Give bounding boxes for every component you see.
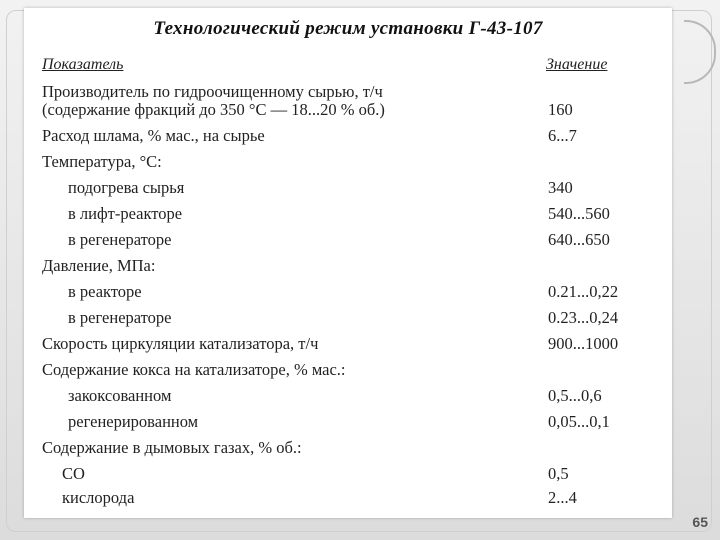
row-value: 6...7 (548, 126, 577, 145)
row-label: в реакторе (68, 282, 142, 301)
row-label: CO (62, 464, 85, 483)
row-value: 0.21...0,22 (548, 282, 619, 301)
row-value: 640...650 (548, 230, 610, 249)
row-value: 2...4 (548, 488, 577, 507)
row-label: подогрева сырья (68, 178, 185, 197)
row-label: Расход шлама, % мас., на сырье (42, 126, 265, 145)
row-value: 340 (548, 178, 573, 197)
document-title: Технологический режим установки Г-43-107 (153, 18, 543, 39)
row-label: Температура, °С: (42, 152, 162, 171)
row-label: в регенераторе (68, 308, 172, 327)
row-label: (содержание фракций до 350 °С — 18...20 % об.) (42, 100, 385, 119)
row-label: Производитель по гидроочищенному сырью, т/ч (42, 82, 383, 101)
row-label: Содержание кокса на катализаторе, % мас.: (42, 360, 346, 379)
row-label: закоксованном (68, 386, 172, 405)
row-label: в лифт-реакторе (68, 204, 183, 223)
row-value: 900...1000 (548, 334, 619, 353)
row-label: Содержание в дымовых газах, % об.: (42, 438, 302, 457)
row-value: 0.23...0,24 (548, 308, 619, 327)
row-label: регенерированном (68, 412, 199, 431)
row-label: кислорода (62, 488, 135, 507)
row-value: 0,5...0,6 (548, 386, 602, 405)
row-value: 0,05...0,1 (548, 412, 610, 431)
row-value: 160 (548, 100, 573, 119)
row-value: 540...560 (548, 204, 610, 223)
row-value: 0,5 (548, 464, 569, 483)
column-header-parameter: Показатель (42, 56, 124, 73)
page-number: 65 (692, 514, 708, 530)
document-page (24, 8, 672, 518)
row-label: в регенераторе (68, 230, 172, 249)
row-label: Скорость циркуляции катализатора, т/ч (42, 334, 319, 353)
column-header-value: Значение (546, 56, 608, 73)
row-label: Давление, МПа: (42, 256, 156, 275)
